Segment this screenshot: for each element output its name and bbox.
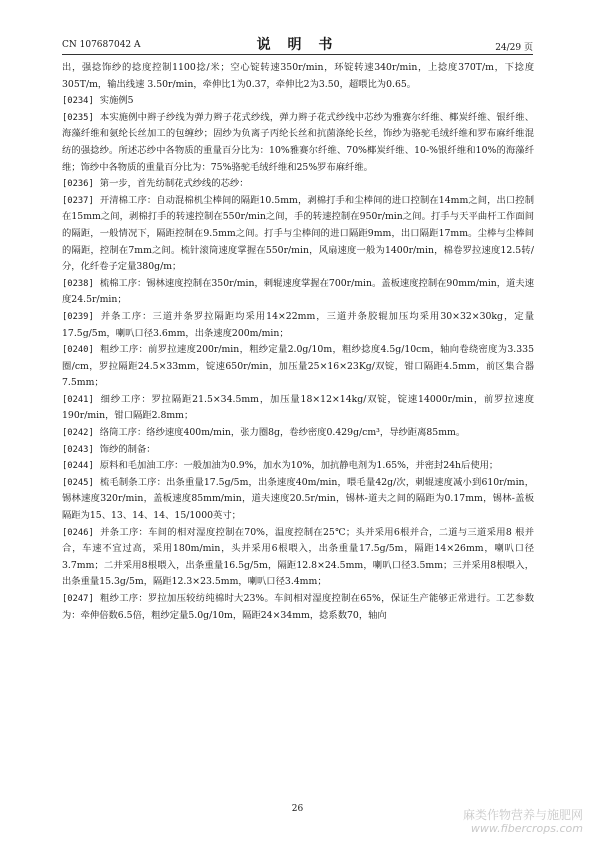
paragraph-number: [0242] — [62, 428, 94, 439]
paragraph-number: [0241] — [62, 394, 94, 405]
paragraph-text: 并条工序：车间的相对湿度控制在70%，温度控制在25℃；头并采用6根并合，二道与三道采用8 根并合，车速不宜过高，采用180m/min，头并采用6根喂入，出条重量17.5g/5m，隔距14×26mm，喇叭口径3.7mm；二并采用8根喂入，出条重量16.5g/5m，隔距12.8×24.5mm，喇叭口径3.5mm；三并采用8根喂入，出条重量15.3g/5m，隔距12.3×23.5mm，喇叭口径3.4mm； — [62, 526, 534, 588]
paragraph-number: [0245] — [62, 477, 94, 488]
paragraph-text: 第一步，首先纺制花式纱线的芯纱： — [99, 178, 249, 190]
paragraph-text: 并条工序：三道并条罗拉隔距均采用14×22mm，三道并条胶辊加压均采用30×32×30kg，定量17.5g/5m，喇叭口径3.6mm，出条速度200m/min； — [62, 310, 534, 339]
paragraph — [62, 425, 534, 442]
paragraph-number: [0239] — [62, 311, 94, 322]
paragraph-number: [0240] — [62, 345, 94, 356]
paragraph — [62, 176, 534, 193]
paragraph-text: 络筒工序：络纱速度400m/min，张力圈8g，卷纱密度0.429g/cm³，导纱距离85mm。 — [99, 427, 466, 439]
patent-number: CN 107687042 A — [62, 40, 141, 50]
paragraph-text: 实施例5 — [99, 95, 134, 107]
paragraph-number: [0247] — [62, 594, 94, 604]
paragraph-number: [0246] — [62, 527, 94, 538]
paragraph-text: 原料和毛加油工序：一般加油为0.9%，加水为10%，加抗静电剂为1.65%，并密封24h后使用； — [99, 460, 499, 472]
paragraph-number: [0237] — [62, 195, 94, 206]
paragraph — [62, 60, 534, 93]
page-ratio: 24/29 页 — [495, 43, 533, 53]
paragraph-text: 梳棉工序：锡林速度控制在350r/min，刺辊速度掌握在700r/min。盖板速度控制在90mm/min，道夫速度24.5r/min； — [62, 277, 534, 306]
document-title: 说 明 书 — [256, 37, 339, 53]
page-header — [62, 34, 533, 52]
paragraph-number: [0244] — [62, 461, 94, 472]
paragraph-text: 粗纱工序：罗拉加压较纺纯棉时大23%。车间相对湿度控制在65%，保证生产能够正常进行。工艺参数为：牵伸倍数6.5倍，粗纱定量5.0g/10m，隔距24×34mm，捻系数70，轴向 — [62, 593, 534, 621]
paragraph — [62, 93, 534, 110]
paragraph — [62, 342, 534, 392]
paragraph — [62, 110, 534, 176]
paragraph — [62, 525, 534, 591]
paragraph — [62, 276, 534, 309]
paragraph — [62, 193, 534, 276]
paragraph-number: [0238] — [62, 278, 94, 289]
site-watermark — [463, 808, 583, 835]
paragraph-text: 粗纱工序：前罗拉速度200r/min，粗纱定量2.0g/10m，粗纱捻度4.5g/10cm，轴向卷绕密度为3.335 圈/cm，罗拉隔距24.5×33mm，锭速650r/min，加压量25×16×23Kg/双锭，钳口隔距4.5mm，前区集合器7.5mm； — [62, 344, 534, 389]
paragraph-text: 饰纱的制备： — [99, 443, 156, 455]
paragraph-text: 出，强捻饰纱的捻度控制1100捻/米；空心锭转速350r/min，环锭转速340r/min，上捻度370T/m，下捻度305T/m，输出线速 3.50r/min，牵伸比1为0.37，牵伸比2为3.50，超喂比为0.65。 — [62, 62, 534, 90]
paragraph — [62, 591, 534, 624]
paragraph-number: [0234] — [62, 96, 94, 107]
paragraph-text: 梳毛制条工序：出条重量17.5g/5m，出条速度40m/min，喂毛量42g/次，刺辊速度减小到610r/min，锡林速度320r/min，盖板速度85mm/min，道夫速度20.5r/min，锡林-道夫之间的隔距为0.17mm，锡林-盖板隔距为15、13、14、14、15/1000英寸； — [62, 476, 534, 522]
paragraph-number: [0236] — [62, 179, 94, 190]
paragraph-number: [0243] — [62, 444, 94, 455]
paragraph — [62, 392, 534, 425]
paragraph — [62, 458, 534, 475]
header-divider — [62, 54, 533, 55]
paragraph — [62, 309, 534, 342]
watermark-url: www.fibercrops.com — [470, 822, 583, 835]
document-body — [62, 60, 534, 804]
watermark-site-name: 麻类作物营养与施肥网 — [462, 808, 583, 822]
paragraph — [62, 475, 534, 525]
paragraph-text: 细纱工序：罗拉隔距21.5×34.5mm，加压量18×12×14kg/双锭，锭速14000r/min，前罗拉速度190r/min，钳口隔距2.8mm； — [62, 393, 534, 422]
page-number: 26 — [291, 804, 304, 814]
paragraph — [62, 442, 534, 459]
paragraph-number: [0235] — [62, 112, 94, 123]
paragraph-text: 本实施例中辫子纱线为弹力辫子花式纱线，弹力辫子花式纱线中芯纱为雅赛尔纤维、椰炭纤维、银纤维、海藻纤维和氨纶长丝加工的包缠纱；固纱为负离子丙纶长丝和抗菌涤纶长丝，饰纱为骆驼毛绒纤维和罗布麻纤维混纺的强捻纱。所述芯纱中各物质的重量百分比为：10%雅赛尔纤维、70%椰炭纤维、10-%银纤维和10%的海藻纤维；饰纱中各物质的重量百分比为：75%骆驼毛绒纤维和25%罗布麻纤维。 — [62, 111, 534, 173]
paragraph-text: 开清棉工序：自动混棉机尘棒间的隔距10.5mm，剥棉打手和尘棒间的进口控制在14mm之间，出口控制在15mm之间，剥棉打手的转速控制在550r/min之间，手的转速控制在950r/min之间。打手与天平曲杆工作面间的隔距，一般情况下，隔距控制在9.5mm之间。打手与尘棒间的进口隔距9mm，出口隔距17mm。尘棒与尘棒间的隔距，控制在7mm之间。梳针滚筒速度掌握在550r/min，风扇速度一般为1400r/min，棉卷罗拉速度12.5转/分，化纤卷子定量380g/m； — [62, 194, 534, 273]
